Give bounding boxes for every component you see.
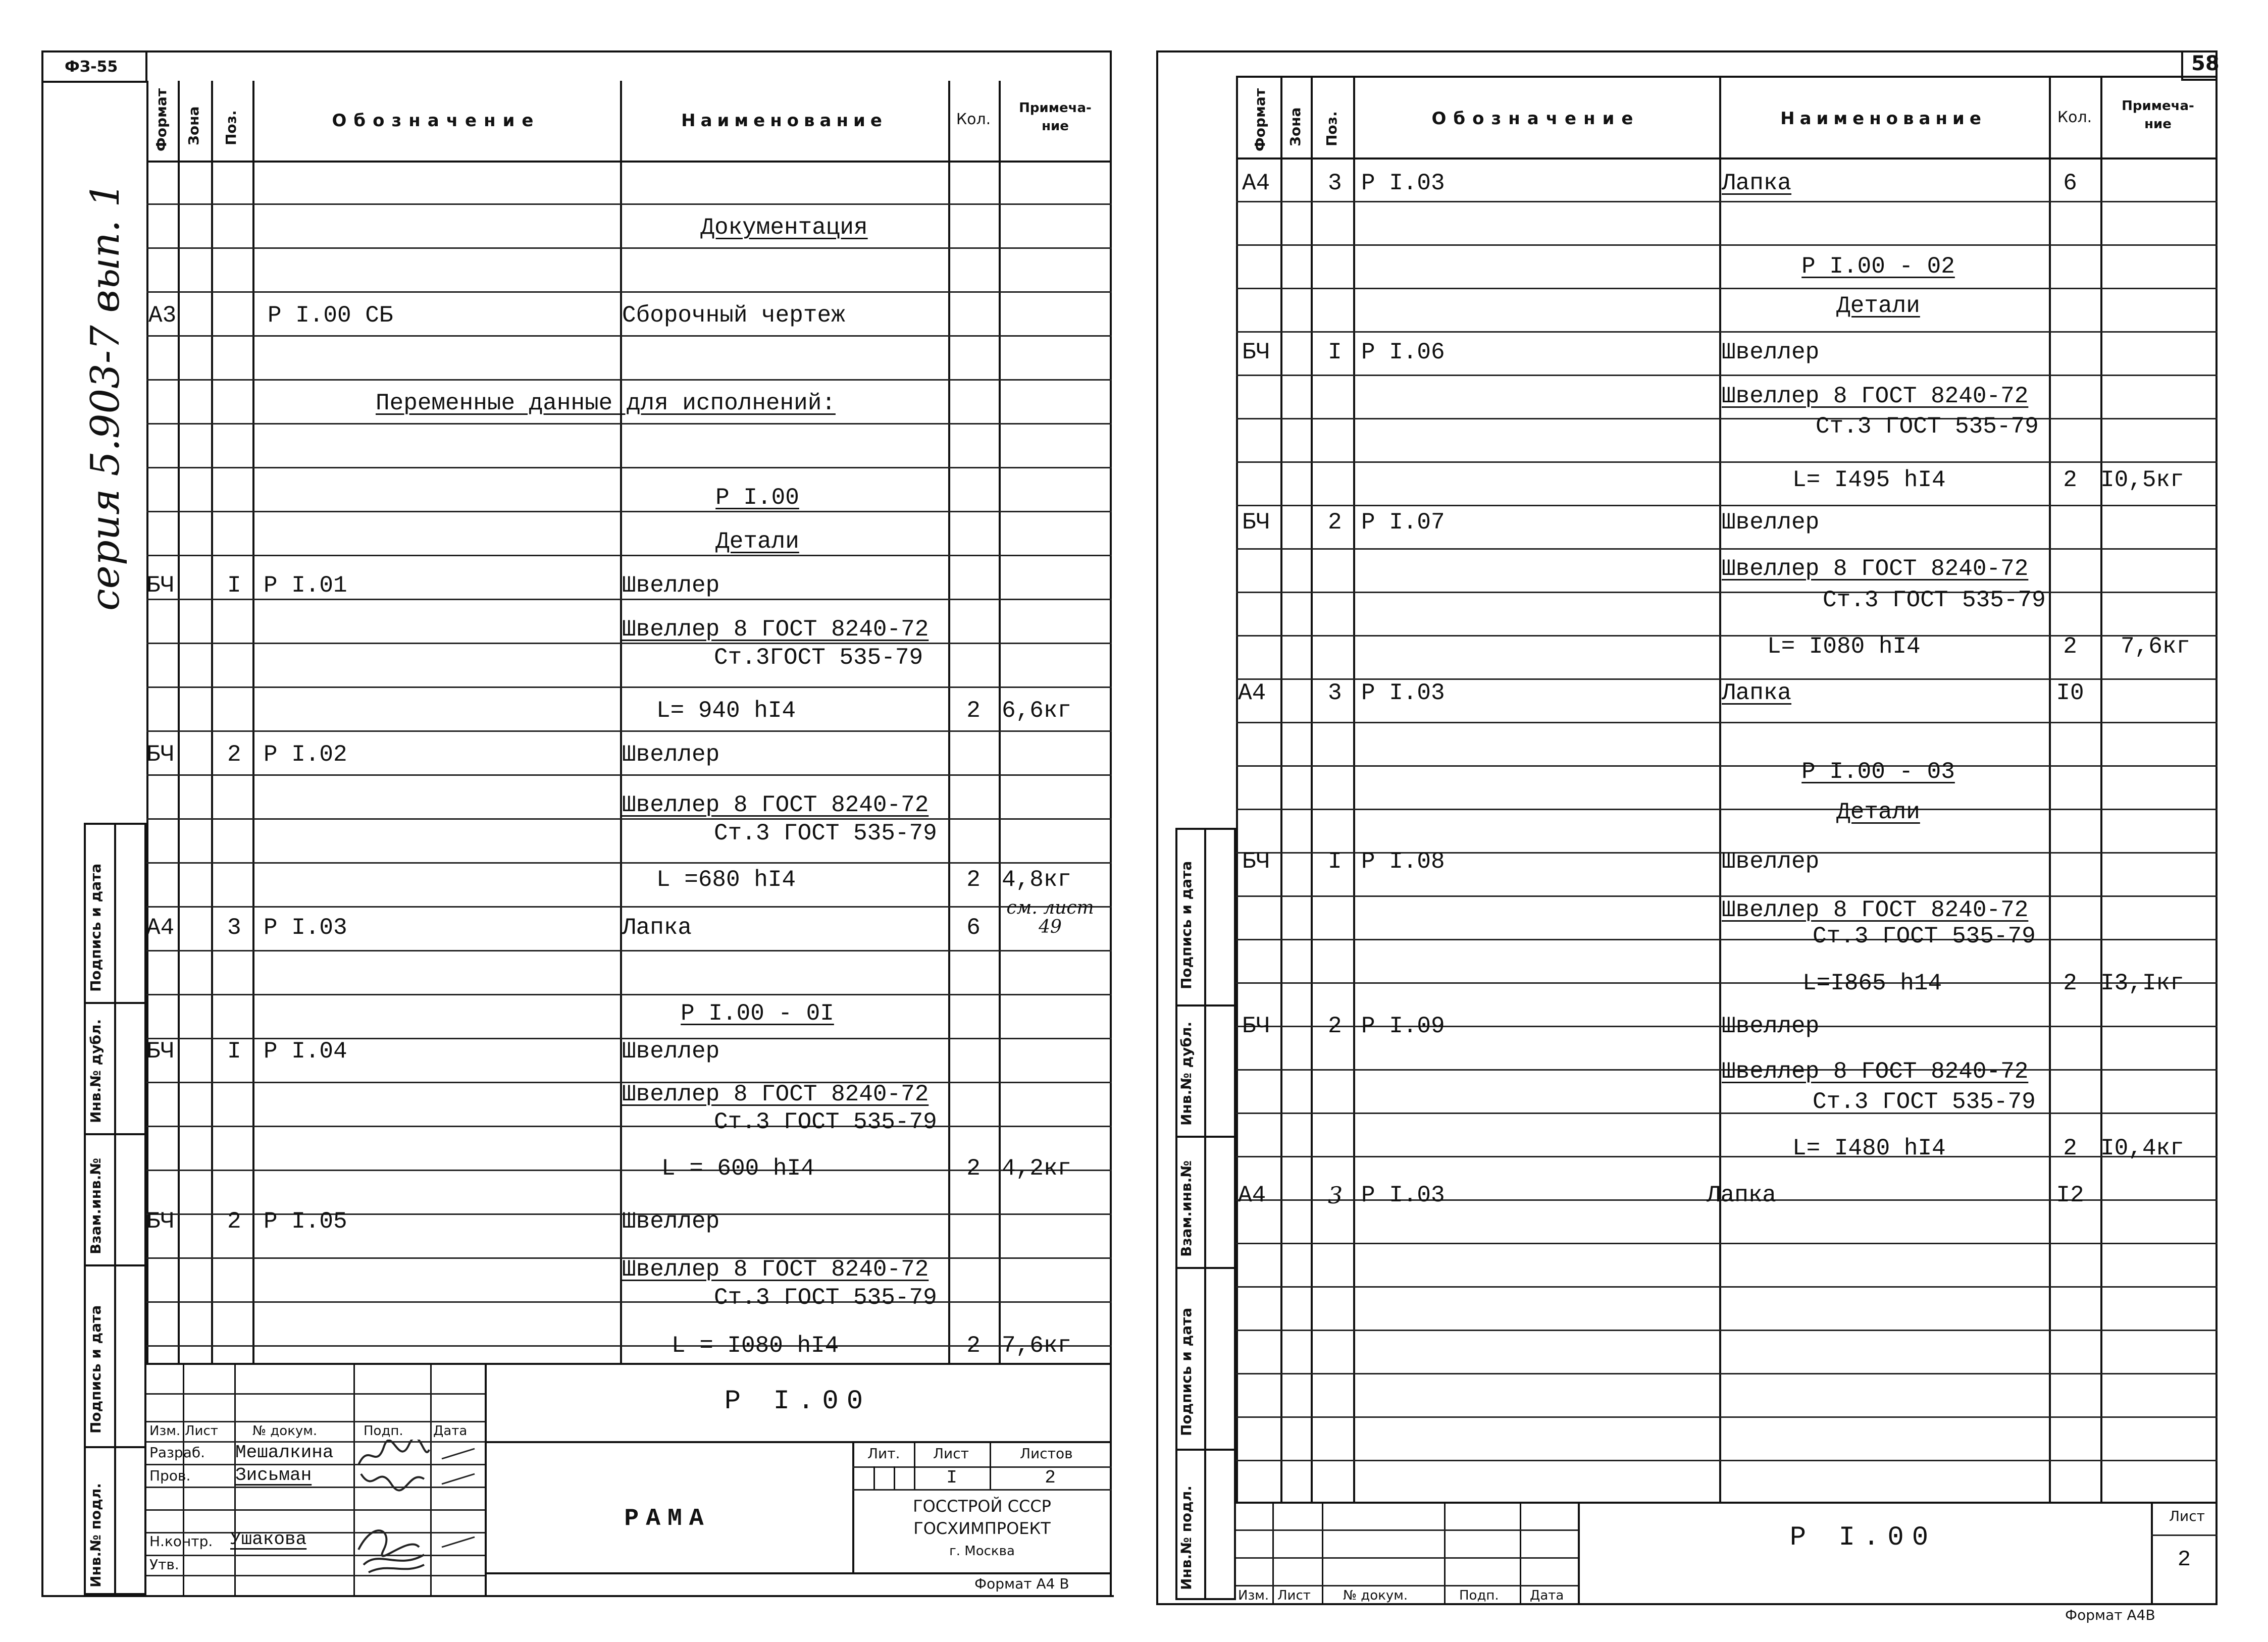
row-name: Швеллер	[1722, 509, 1820, 536]
side-label-sign-date: Подпись и дата	[87, 863, 104, 992]
row-pos: 3	[227, 915, 241, 941]
tb-role-developer: Разраб.	[149, 1444, 205, 1461]
row-designation: Р I.09	[1361, 1013, 1445, 1039]
row-designation: Р I.05	[264, 1208, 347, 1235]
row-pos: 3	[1328, 1182, 1343, 1209]
row-format: БЧ	[1242, 509, 1270, 536]
row-name: Швеллер 8 ГОСТ 8240-72	[622, 792, 929, 818]
row-name: Швеллер	[622, 572, 720, 599]
tb-col-date: Дата	[433, 1423, 468, 1439]
row-designation: Р I.07	[1361, 509, 1445, 536]
variant-heading: Р I.00 - 02	[1801, 253, 1955, 280]
variant-heading: Р I.00 - 03	[1801, 759, 1955, 785]
row-length: L= I080 hI4	[1767, 633, 1921, 660]
row-format: БЧ	[1242, 1013, 1270, 1039]
row-format: БЧ	[1242, 849, 1270, 875]
row-format: БЧ	[146, 1038, 175, 1065]
header-format: Формат	[1252, 88, 1268, 151]
row-name: Швеллер 8 ГОСТ 8240-72	[1722, 1058, 2029, 1085]
row-designation: Р I.06	[1361, 339, 1445, 365]
row-qty: 2	[2063, 467, 2077, 493]
side-label-sign-date-2: Подпись и дата	[87, 1305, 104, 1434]
side-label-sign-date-2: Подпись и дата	[1178, 1307, 1195, 1436]
row-name: Швеллер 8 ГОСТ 8240-72	[622, 616, 929, 643]
row-note: I0,5кг	[2100, 467, 2184, 493]
side-label-inv-dubl: Инв.№ дубл.	[87, 1019, 104, 1123]
row-material: Ст.3 ГОСТ 535-79	[714, 1285, 937, 1311]
tb-sheet: Лист	[933, 1445, 969, 1462]
row-pos: I	[1328, 849, 1342, 875]
series-margin-note: серия 5.903-7 вып. 1	[83, 182, 128, 611]
header-zone: Зона	[185, 106, 202, 145]
row-designation: Р I.02	[264, 741, 347, 768]
row-name: Лапка	[622, 915, 692, 941]
row-name: Швеллер 8 ГОСТ 8240-72	[1722, 897, 2029, 923]
row-format: БЧ	[146, 741, 175, 768]
right-spec-table	[1236, 76, 2220, 1502]
row-length: L= I480 hI4	[1792, 1135, 1946, 1161]
header-format: Формат	[153, 88, 170, 151]
header-note: Примеча- ние	[1019, 100, 1092, 134]
tb-sheet-no: 2	[2177, 1547, 2191, 1572]
row-designation: Р I.03	[1361, 1182, 1445, 1208]
tb-format: Формат А4 В	[974, 1575, 1069, 1592]
tb-col-sign: Подп.	[364, 1423, 403, 1439]
row-designation: Р I.03	[1361, 680, 1445, 706]
signature-checker	[353, 1464, 434, 1494]
tb-name-normcontrol: Ушакова	[230, 1529, 307, 1550]
row-format: БЧ	[1242, 339, 1270, 365]
row-name: Швеллер	[622, 1038, 720, 1065]
row-pos: I	[1328, 339, 1342, 365]
variant-heading: Р I.00 - 0I	[681, 1000, 834, 1027]
header-qty: Кол.	[956, 111, 991, 128]
row-material: Ст.3 ГОСТ 535-79	[714, 1109, 937, 1135]
tb-role-normcontrol: Н.контр.	[149, 1533, 213, 1550]
dash-mark	[439, 1471, 480, 1487]
row-pos: 2	[227, 1208, 241, 1235]
row-name: Лапка	[1707, 1182, 1777, 1208]
row-note-handwritten: см. лист 49	[1006, 897, 1094, 937]
header-pos: Поз.	[1323, 111, 1340, 146]
dash-mark	[439, 1534, 480, 1550]
row-material: Ст.3 ГОСТ 535-79	[1823, 587, 2046, 613]
side-label-inv-podl: Инв.№ подл.	[1178, 1486, 1195, 1590]
header-designation: Обозначение	[332, 111, 541, 131]
row-qty: I0	[2056, 680, 2084, 706]
row-name: Швеллер 8 ГОСТ 8240-72	[1722, 383, 2029, 409]
row-qty: 6	[2063, 170, 2077, 196]
row-format: БЧ	[146, 1208, 175, 1235]
row-note: 4,8кг	[1002, 867, 1072, 893]
row-qty: 2	[966, 698, 981, 724]
tb-org-1: ГОССТРОЙ СССР	[913, 1497, 1051, 1516]
side-label-inv-podl: Инв.№ подл.	[87, 1483, 104, 1587]
tb-sheet-no: I	[946, 1467, 957, 1488]
tb-document-title: РАМА	[624, 1505, 711, 1532]
row-pos: 3	[1328, 680, 1342, 706]
dash-mark	[439, 1446, 480, 1461]
tb-document-code: Р I.00	[724, 1386, 871, 1417]
row-material: Ст.3 ГОСТ 535-79	[714, 820, 937, 846]
row-qty: 2	[2063, 970, 2077, 996]
row-length: L = 600 hI4	[661, 1155, 815, 1182]
row-format: А4	[146, 915, 175, 941]
tb-role-approved: Утв.	[149, 1556, 179, 1573]
row-name: Сборочный чертеж	[622, 302, 845, 329]
side-label-vzam: Взам.инв.№	[87, 1157, 104, 1254]
header-qty: Кол.	[2057, 109, 2092, 126]
row-name: Швеллер 8 ГОСТ 8240-72	[622, 1081, 929, 1107]
row-name: Швеллер	[1722, 849, 1820, 875]
row-note: 7,6кг	[1002, 1333, 1072, 1359]
row-pos: I	[227, 572, 241, 599]
row-designation: Р I.04	[264, 1038, 347, 1065]
tb-org-2: ГОСХИМПРОЕКТ	[913, 1519, 1051, 1538]
row-format: А4	[1242, 170, 1270, 196]
tb-name-developer: Мешалкина	[235, 1442, 334, 1463]
row-material: Ст.3 ГОСТ 535-79	[1813, 1089, 2036, 1115]
tb-role-checker: Пров.	[149, 1467, 191, 1484]
row-length: L= I495 hI4	[1792, 467, 1946, 493]
tb-lit: Лит.	[867, 1445, 900, 1462]
row-format: А3	[148, 302, 177, 329]
row-note: 4,2кг	[1002, 1155, 1072, 1182]
section-documentation: Документация	[700, 215, 868, 241]
row-length: L = I080 hI4	[672, 1333, 839, 1359]
tb-col-doc: № докум.	[1343, 1588, 1408, 1603]
header-name: Наименование	[1780, 109, 1986, 129]
tb-sheet: Лист	[2169, 1508, 2205, 1524]
row-name: Швеллер 8 ГОСТ 8240-72	[1722, 556, 2029, 582]
tb-col-sign: Подп.	[1459, 1588, 1499, 1603]
corner-code: ФЗ-55	[65, 58, 118, 76]
row-name: Швеллер	[1722, 1013, 1820, 1039]
row-qty: 2	[2063, 633, 2077, 660]
row-qty: 2	[966, 1333, 981, 1359]
row-pos: I	[227, 1038, 241, 1065]
row-pos: 2	[227, 741, 241, 768]
tb-col-list: Лист	[1277, 1588, 1311, 1603]
tb-sheets: Листов	[1020, 1445, 1073, 1462]
page-number: 58	[2191, 52, 2220, 75]
row-note: I3,Iкг	[2100, 970, 2184, 996]
header-designation: Обозначение	[1431, 109, 1640, 129]
row-pos: 2	[1328, 509, 1342, 536]
row-length: L= 940 hI4	[656, 698, 796, 724]
row-note: I0,4кг	[2100, 1135, 2184, 1161]
row-format: БЧ	[146, 572, 175, 599]
row-format: А4	[1238, 1182, 1266, 1208]
tb-col-izm: Изм.	[149, 1423, 181, 1439]
row-name: Швеллер 8 ГОСТ 8240-72	[622, 1256, 929, 1283]
header-name: Наименование	[681, 111, 887, 131]
row-name: Швеллер	[622, 1208, 720, 1235]
row-designation: Р I.00 СБ	[268, 302, 393, 329]
header-pos: Поз.	[223, 110, 239, 145]
row-name: Швеллер	[1722, 339, 1820, 365]
row-material: Ст.3ГОСТ 535-79	[714, 645, 923, 671]
row-qty: 6	[966, 915, 981, 941]
variant-heading: Р I.00	[715, 485, 799, 511]
side-label-vzam: Взам.инв.№	[1178, 1160, 1195, 1257]
row-material: Ст.3 ГОСТ 535-79	[1816, 413, 2039, 440]
row-qty: I2	[2056, 1182, 2084, 1208]
row-designation: Р I.03	[264, 915, 347, 941]
row-name: Лапка	[1722, 680, 1792, 706]
row-pos: 3	[1328, 170, 1342, 196]
tb-format: Формат А4В	[2065, 1607, 2155, 1623]
details-heading: Детали	[1836, 293, 1920, 319]
row-designation: Р I.03	[1361, 170, 1445, 196]
header-zone: Зона	[1287, 107, 1304, 146]
row-format: А4	[1238, 680, 1266, 706]
side-label-sign-date: Подпись и дата	[1178, 861, 1195, 989]
row-designation: Р I.01	[264, 572, 347, 599]
row-length: L =680 hI4	[656, 867, 796, 893]
row-qty: 2	[2063, 1135, 2077, 1161]
tb-col-list: Лист	[185, 1423, 218, 1439]
tb-document-code: Р I.00	[1789, 1522, 1937, 1553]
tb-name-checker: Зисьман	[235, 1465, 312, 1486]
details-heading: Детали	[1836, 799, 1920, 825]
tb-col-date: Дата	[1530, 1588, 1564, 1603]
tb-col-izm: Изм.	[1238, 1588, 1269, 1603]
tb-org-3: г. Москва	[949, 1544, 1015, 1559]
row-qty: 2	[966, 867, 981, 893]
header-note: Примеча- ние	[2122, 98, 2194, 132]
row-name: Швеллер	[622, 741, 720, 768]
row-length: L=I865 h14	[1802, 970, 1942, 996]
row-designation: Р I.08	[1361, 849, 1445, 875]
row-material: Ст.3 ГОСТ 535-79	[1813, 923, 2036, 949]
side-label-inv-dubl: Инв.№ дубл.	[1178, 1021, 1195, 1126]
tb-col-doc: № докум.	[252, 1423, 318, 1439]
row-pos: 2	[1328, 1013, 1342, 1039]
row-note: 6,6кг	[1002, 698, 1072, 724]
tb-sheets-no: 2	[1045, 1467, 1056, 1488]
row-qty: 2	[966, 1155, 981, 1182]
signature-normcontrol	[348, 1519, 434, 1575]
details-heading: Детали	[715, 528, 799, 555]
variable-data-heading: Переменные данные для исполнений:	[376, 390, 836, 416]
row-note: 7,6кг	[2121, 633, 2191, 660]
row-name: Лапка	[1722, 170, 1792, 196]
